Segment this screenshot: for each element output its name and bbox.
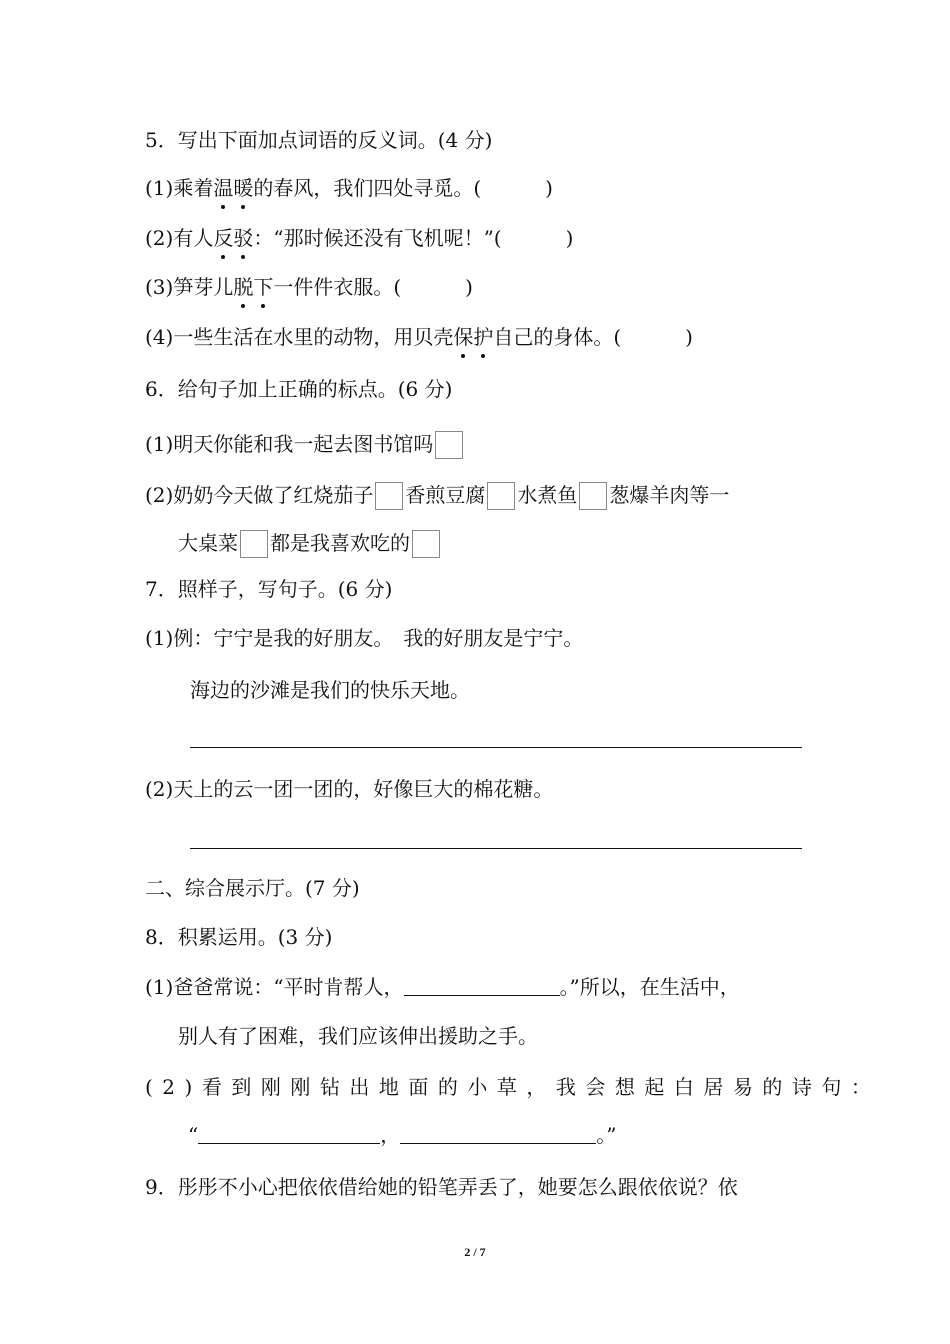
q6-item-2-line2: 大桌菜 都是我喜欢吃的: [178, 529, 442, 558]
q8-item-1-line2: 别人有了困难，我们应该伸出援助之手。: [178, 1024, 538, 1048]
q6-item-1: (1)明天你能和我一起去图书馆吗: [145, 430, 465, 459]
q8-item-1: (1)爸爸常说：“平时肯帮人， 。”所以，在生活中，: [145, 975, 740, 999]
page-number: 2 / 7: [464, 1245, 486, 1259]
punctuation-box[interactable]: [412, 530, 440, 558]
q5-item-3: (3)笋芽儿脱下一件件衣服。( ): [145, 275, 473, 299]
fill-blank[interactable]: [198, 1123, 380, 1144]
emphasis-char: 驳: [233, 226, 254, 250]
q9-title: 9．彤彤不小心把依依借给她的铅笔弄丢了，她要怎么跟依依说？依: [145, 1175, 738, 1199]
emphasis-char: 护: [473, 325, 494, 349]
punctuation-box[interactable]: [579, 482, 607, 510]
fill-blank[interactable]: [404, 975, 560, 996]
q5-title: 5．写出下面加点词语的反义词。(4 分): [145, 128, 493, 152]
emphasis-char: 反: [213, 226, 234, 250]
fill-blank[interactable]: [400, 1123, 596, 1144]
emphasis-char: 脱: [233, 275, 254, 299]
emphasis-char: 暖: [233, 176, 254, 200]
answer-line[interactable]: [190, 747, 802, 748]
q8-item-2: (2)看到刚刚钻出地面的小草，我会想起白居易的诗句：: [145, 1075, 881, 1099]
q6-item-2: (2)奶奶今天做了红烧茄子 香煎豆腐 水煮鱼 葱爆羊肉等一: [145, 481, 729, 510]
section-2-title: 二、综合展示厅。(7 分): [145, 876, 360, 900]
punctuation-box[interactable]: [435, 431, 463, 459]
answer-line[interactable]: [190, 848, 802, 849]
q7-title: 7．照样子，写句子。(6 分): [145, 577, 393, 601]
emphasis-char: 保: [453, 325, 474, 349]
emphasis-char: 下: [253, 275, 274, 299]
q5-item-2: (2)有人反驳：“那时候还没有飞机呢！”( ): [145, 226, 574, 250]
emphasis-char: 温: [213, 176, 234, 200]
q8-item-2-line2: “ ， 。”: [188, 1123, 617, 1147]
punctuation-box[interactable]: [240, 530, 268, 558]
q8-title: 8．积累运用。(3 分): [145, 925, 333, 949]
q5-item-4: (4)一些生活在水里的动物，用贝壳保护自己的身体。( ): [145, 325, 693, 349]
q7-example-prompt: 海边的沙滩是我们的快乐天地。: [190, 678, 470, 702]
q6-title: 6．给句子加上正确的标点。(6 分): [145, 377, 453, 401]
punctuation-box[interactable]: [375, 482, 403, 510]
q5-item-1: (1)乘着温暖的春风，我们四处寻觅。( ): [145, 176, 553, 200]
q7-item-2: (2)天上的云一团一团的，好像巨大的棉花糖。: [145, 777, 554, 801]
q7-example: (1)例：宁宁是我的好朋友。 我的好朋友是宁宁。: [145, 626, 584, 650]
punctuation-box[interactable]: [487, 482, 515, 510]
